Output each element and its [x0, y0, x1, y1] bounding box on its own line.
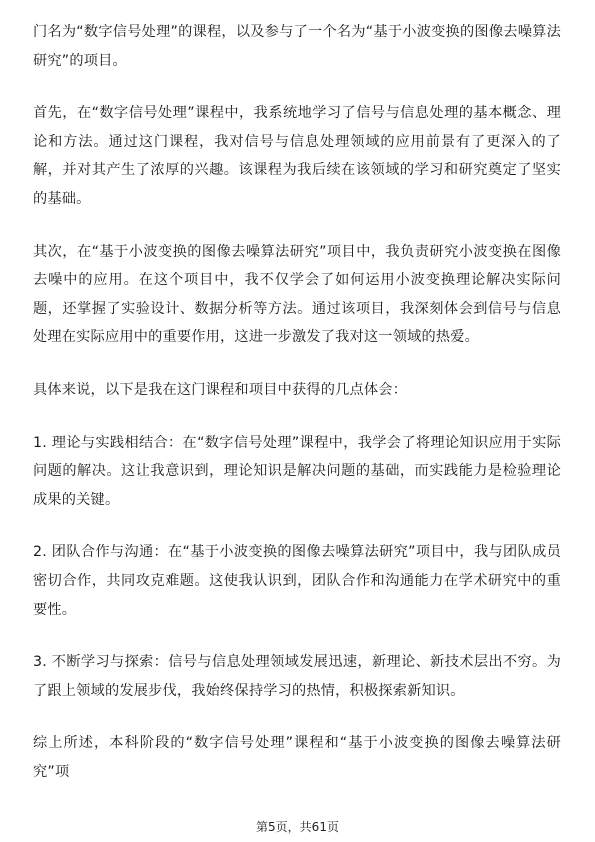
paragraph-intro-continuation: 门名为“数字信号处理”的课程，以及参与了一个名为“基于小波变换的图像去噪算法研究”的项目。: [33, 24, 561, 69]
paragraph-point-1: 1. 理论与实践相结合：在“数字信号处理”课程中，我学会了将理论知识应用于实际问题的解决。这让我意识到，理论知识是解决问题的基础，而实践能力是检验理论成果的关键。: [33, 434, 561, 508]
paragraph-point-2: 2. 团队合作与沟通：在“基于小波变换的图像去噪算法研究”项目中，我与团队成员密切合作，共同攻克难题。这使我认识到，团队合作和沟通能力在学术研究中的重要性。: [33, 544, 561, 618]
page-number: 第5页，共61页: [256, 820, 339, 834]
paragraph-course: 首先，在“数字信号处理”课程中，我系统地学习了信号与信息处理的基本概念、理论和方法。通过这门课程，我对信号与信息处理领域的应用前景有了更深入的了解，并对其产生了浓厚的兴趣。该课程为我后续在该领域的学习和研究奠定了坚实的基础。: [33, 105, 561, 207]
paragraph-point-3: 3. 不断学习与探索：信号与信息处理领域发展迅速，新理论、新技术层出不穷。为了跟上领域的发展步伐，我始终保持学习的热情，积极探索新知识。: [33, 654, 561, 699]
paragraph-project: 其次，在“基于小波变换的图像去噪算法研究”项目中，我负责研究小波变换在图像去噪中的应用。在这个项目中，我不仅学会了如何运用小波变换理论解决实际问题，还掌握了实验设计、数据分析等方法。通过该项目，我深刻体会到信号与信息处理在实际应用中的重要作用，这进一步激发了我对这一领域的热爱。: [33, 243, 561, 346]
paragraph-summary-intro: 具体来说，以下是我在这门课程和项目中获得的几点体会：: [33, 381, 408, 398]
paragraph-conclusion: 综上所述，本科阶段的“数字信号处理”课程和“基于小波变换的图像去噪算法研究”项: [33, 735, 561, 780]
page-body: [33, 18, 561, 810]
